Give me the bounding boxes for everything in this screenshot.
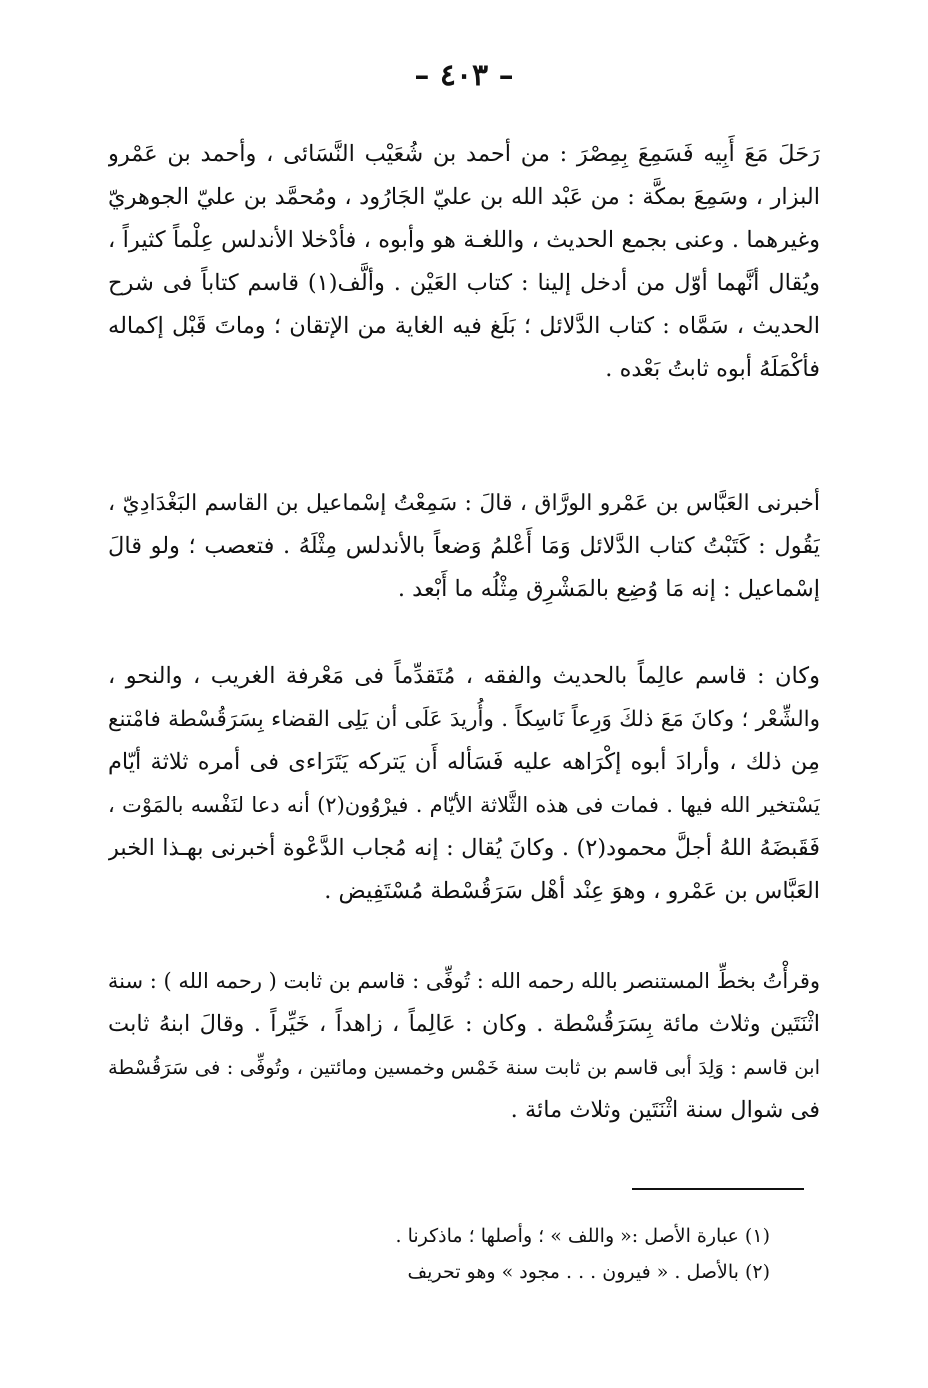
text-line: فَقَبضَهُ اللهُ أجلَّ محمود(٢) . وكانَ يُقال : إنه مُجاب الدَّعْوة أخبرنى بهـذا الخبر [108, 835, 820, 861]
page-number: – ٤٠٣ – [414, 58, 514, 93]
text-line: البزار ، وسَمِعَ بمكَّة : من عَبْد الله بن عليّ الجَارُود ، ومُحمَّد بن عليّ الجوهريّ [108, 184, 820, 210]
text-line: إسْماعيل : إنه مَا وُضِع بالمَشْرِق مِثْلُه ما أَبْعد . [397, 576, 820, 602]
text-line: رَحَلَ مَعَ أَبِيه فَسَمِعَ بِمِصْرَ : من أحمد بن شُعَيْب النَّسَائى ، وأحمد بن عَمْرو [108, 141, 820, 167]
text-line: فأكْمَلَهُ أبوه ثابتُ بَعْده . [605, 356, 820, 382]
text-line: ابن قاسم : وَلِدَ أبى قاسم بن ثابت سنة خَمْس وخمسين ومائتين ، وتُوفِّى : فى سَرَقُسْطة [108, 1056, 820, 1079]
text-line: أخبرنى العَبَّاس بن عَمْرو الورَّاق ، قالَ : سَمِعْتُ إسْماعيل بن القاسم البَغْدَادِيّ ، [108, 491, 820, 516]
paragraph-4 [108, 960, 820, 1132]
text-line: الحديث ، سَمَّاه : كتاب الدَّلائل ؛ بَلَغ فيه الغاية من الإتقان ؛ وماتَ قَبْل إكماله [108, 313, 820, 339]
text-line: والشِّعْر ؛ وكانَ مَعَ ذلكَ وَرِعاً نَاسِكاً . وأُريدَ عَلَى أن يَلِى القضاء بِسَرَقُسْطة فامْتنع [108, 707, 820, 732]
footnote: (١) عبارة الأصل :« واللف » ؛ وأصلها ؛ ماذكرنا . [395, 1225, 770, 1247]
text-line: يَسْتخير الله فيها . فمات فى هذه الثَّلاثة الأيّام . فيرْوُون(٢) أنه دعا لنَفْسه بالمَوْت ، [108, 793, 820, 817]
text-line: وكان : قاسم عالِماً بالحديث والفقه ، مُتَقدِّماً فى مَعْرفة الغريب ، والنحو ، [108, 663, 820, 689]
text-line: ويُقال أنَّهما أوّل من أدخل إلينا : كتاب العَيْن . وألَّف(١) قاسم كتاباً فى شرح [108, 270, 820, 296]
footnotes [300, 1218, 770, 1290]
text-line: وغيرهما . وعنى بجمع الحديث ، واللغـة هو وأبوه ، فأدْخلا الأندلس عِلْماً كثيراً ، [108, 227, 820, 253]
text-line: مِن ذلك ، وأرادَ أبوه إكْرَاهه عليه فَسَأله أَن يَتركه يَتَرَاءى فى أمره ثلاثة أيّام [108, 749, 820, 775]
text-line: العَبَّاس بن عَمْرو ، وهوَ عِنْد أهْل سَرَقُسْطة مُسْتَفِيض . [324, 878, 820, 904]
footnote: (٢) بالأصل . « فيرون . . . مجود » وهو تحريف [407, 1261, 770, 1283]
text-line: اثْنَتَين وثلاث مائة بِسَرَقُسْطة . وكان : عَالِماً ، زاهداً ، خَيِّراً . وقالَ ابنهُ ثابت [108, 1011, 820, 1037]
paragraph-1 [108, 133, 820, 391]
paragraph-3 [108, 655, 820, 913]
paragraph-2 [108, 482, 820, 611]
footnote-divider [632, 1188, 804, 1190]
text-line: وقرأْتُ بخطِّ المستنصر بالله رحمه الله : تُوفِّى : قاسم بن ثابت ( رحمه الله ) : سنة [108, 969, 820, 993]
text-line: فى شوال سنة اثْنَتَين وثلاث مائة . [510, 1097, 820, 1123]
text-line: يَقُول : كَتَبْتُ كتاب الدَّلائل وَمَا أَعْلمُ وَضعاً بالأندلس مِثْلَهُ . فتعصب ؛ ولو قالَ [108, 533, 820, 559]
